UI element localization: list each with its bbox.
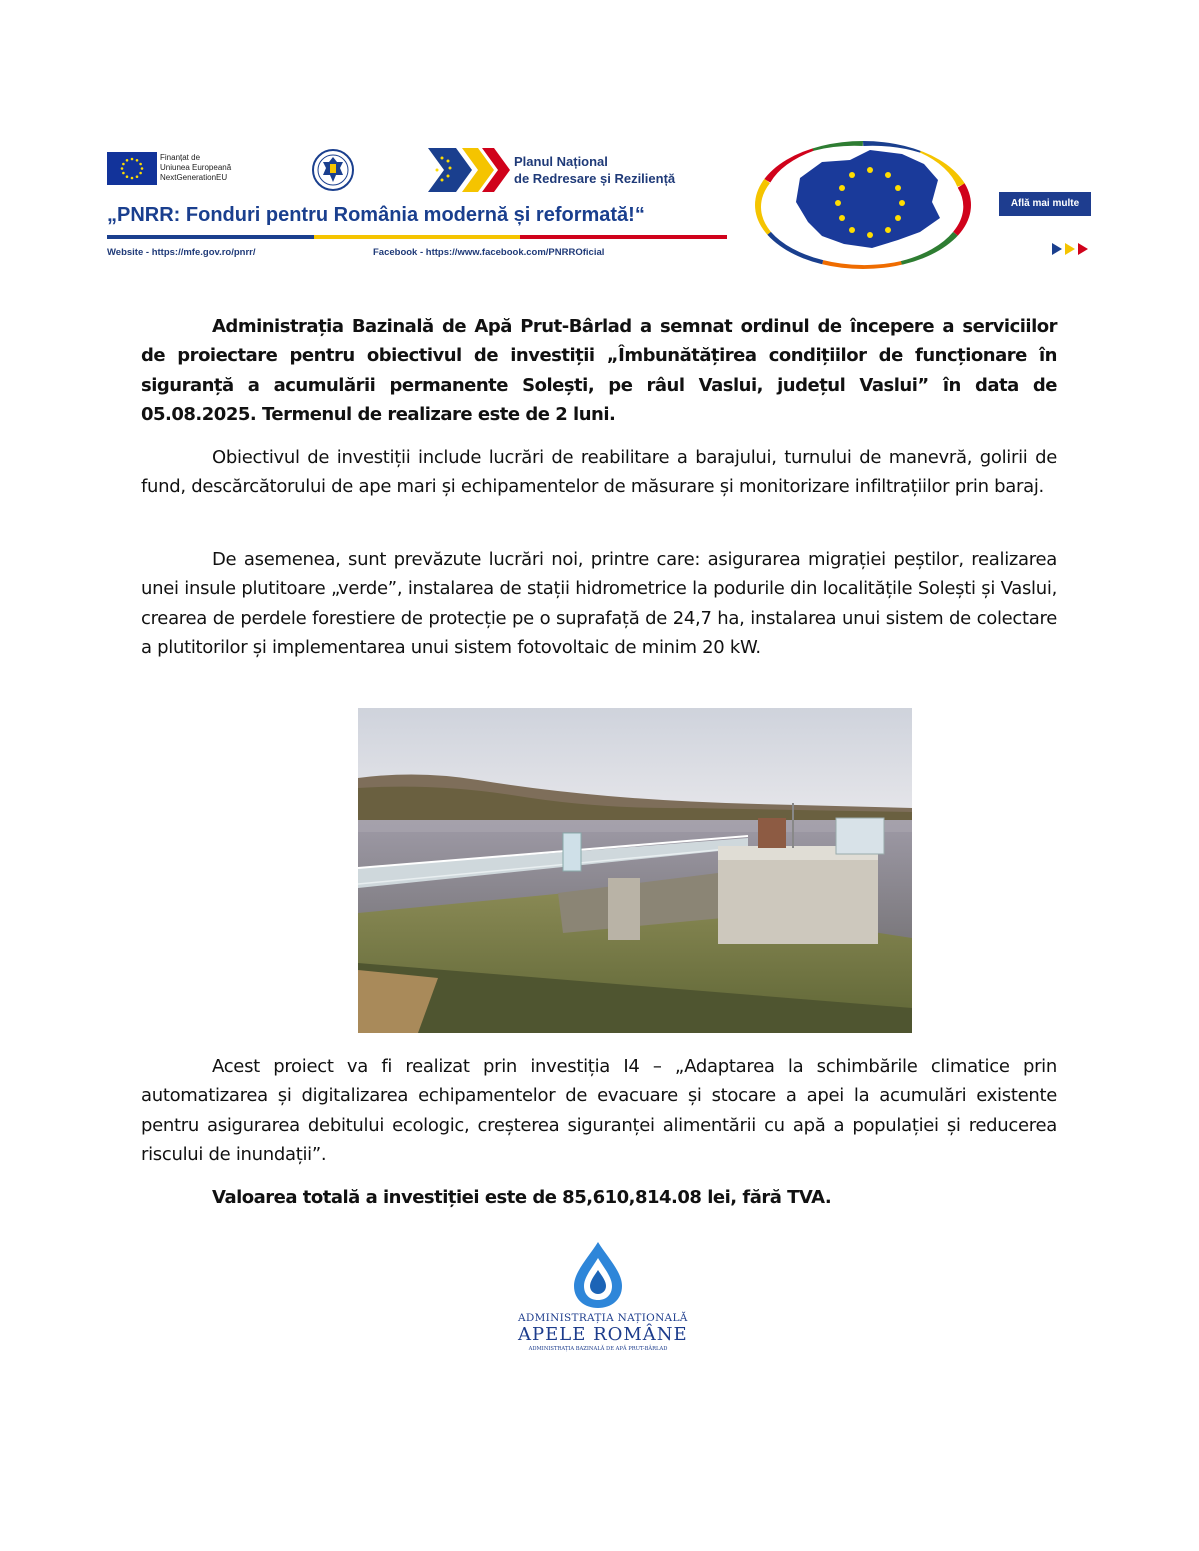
eu-funding-line: Finanțat de — [160, 153, 201, 162]
links-row — [107, 247, 727, 261]
pnrr-name-line: de Redresare și Reziliență — [514, 171, 676, 186]
paragraph-investment: Acest proiect va fi realizat prin investiția I4 – „Adaptarea la schimbările climatice prin automatizarea și digitalizarea echipamentelor de evacuare și stocare a apei la acumulări existente pentru asigurarea debitului ecologic, creșterea siguranței alimentării cu apă a populației și reducerea riscului de inundații”. — [141, 1056, 1057, 1165]
website-link[interactable]: Website - https://mfe.gov.ro/pnrr/ — [107, 247, 256, 258]
logo-line-national: ADMINISTRAȚIA NAȚIONALĂ — [518, 1312, 688, 1324]
water-drop-icon — [568, 1240, 628, 1310]
paragraph-total-value: Valoarea totală a investiției este de 85,610,814.08 lei, fără TVA. — [212, 1187, 832, 1208]
paragraph-new-works: De asemenea, sunt prevăzute lucrări noi, printre care: asigurarea migrației peștilor, realizarea unei insule plutitoare „verde”, instalarea de stații hidrometrice la podurile din localitățile Solești și Vaslui, crearea de perdele forestiere de protecție pe o suprafață de 24,7 ha, instalarea unui sistem de colectare a plutitorilor și implementarea unui sistem fotovoltaic de minim 20 kW. — [141, 549, 1057, 658]
logo-line-apele-romane: APELE ROMÂNE — [518, 1324, 688, 1345]
pnrr-logo-icon — [428, 148, 510, 192]
logo-line-basin: ADMINISTRAȚIA BAZINALĂ DE APĂ PRUT-BÂRLAD — [528, 1346, 668, 1352]
eu-funding-line: NextGenerationEU — [160, 173, 228, 182]
eu-funding-line: Uniunea Europeană — [160, 163, 232, 172]
pnrr-name-line: Planul Național — [514, 154, 608, 169]
pnrr-banner — [0, 0, 1199, 280]
triple-arrow-icon — [1052, 242, 1094, 256]
romanian-government-emblem-icon — [307, 148, 359, 192]
learn-more-button[interactable]: Află mai multe — [999, 192, 1091, 216]
facebook-link[interactable]: Facebook - https://www.facebook.com/PNRROficial — [373, 247, 605, 258]
paragraph-objective: Obiectivul de investiții include lucrări de reabilitare a barajului, turnului de manevră, golirii de fund, descărcătorului de ape mari și echipamentelor de măsurare și monitorizare infiltrațiilor prin baraj. — [141, 447, 1057, 498]
paragraph-intro: Administrația Bazinală de Apă Prut-Bârlad a semnat ordinul de începere a serviciilor de proiectare pentru obiectivul de investiții „Îmbunătățirea condițiilor de funcționare în siguranță a acumulării permanente Solești, pe râul Vaslui, județul Vaslui” în data de 05.08.2025. Termenul de realizare este de 2 luni. — [141, 316, 1057, 425]
pnrr-name — [514, 153, 675, 187]
pnrr-slogan: „PNRR: Fonduri pentru România modernă și reformată!“ — [107, 204, 645, 226]
apele-romane-logo — [518, 1240, 688, 1360]
eu-romania-map-icon — [752, 140, 974, 270]
eu-funding-text — [160, 153, 270, 183]
eu-flag-icon — [107, 152, 157, 185]
tricolor-divider — [107, 235, 727, 239]
dam-photo — [358, 708, 912, 1033]
